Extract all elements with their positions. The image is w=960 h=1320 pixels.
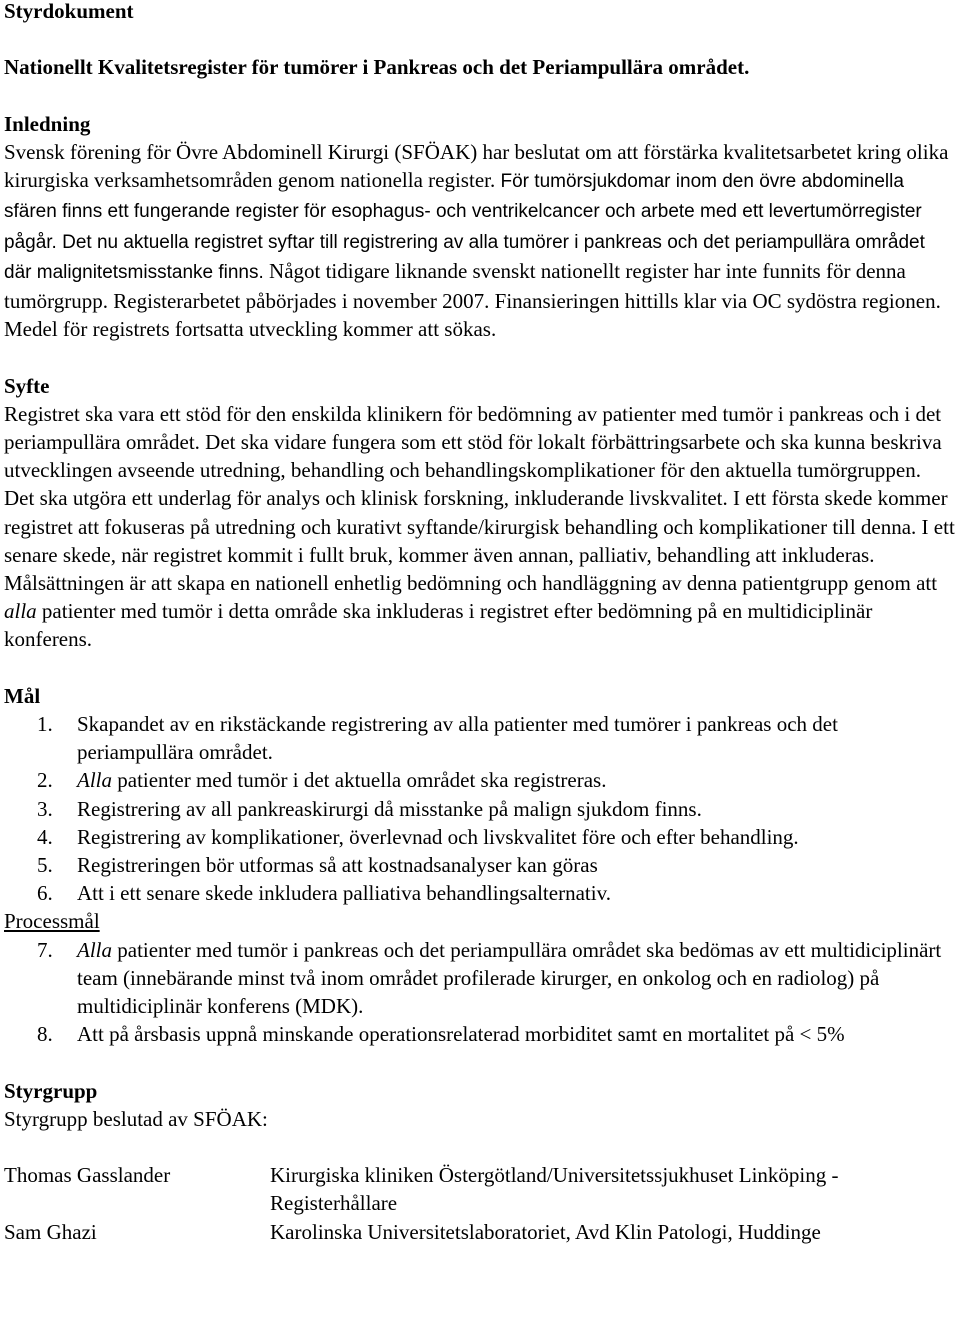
list-item-text: patienter med tumör i pankreas och det periampullära området ska bedömas av ett multidiciplinärt team (innebärande minst två inom området profilerade kirurger, en onkolog och en radiolog) på multidiciplinär konferens (MDK). [77,937,942,1019]
list-item [4,851,956,879]
member-affiliation: Kirurgiska kliniken Östergötland/Universitetssjukhuset Linköping - Registerhållare [270,1163,839,1216]
process-goals-list [4,936,956,1049]
list-item [4,795,956,823]
spacer [4,1133,956,1161]
list-item-number: 7. [37,937,53,962]
syfte-text-part1: Registret ska vara ett stöd för den enskilda klinikern för bedömning av patienter med tumör i pankreas och i det periampullära området. Det ska vidare fungera som ett stöd för lokalt förbättringsarbete och ska kunna beskriva utvecklingen avseende utredning, behandling och behandlingskomplikationer för den aktuella tumörgruppen. Det ska utgöra ett underlag för analys och klinisk forskning, inkluderande livskvalitet. I ett första skede kommer registret att fokuseras på utredning och kurativt syftande/kirurgisk behandling och komplikationer till denna. I ett senare skede, när registret kommit i fullt bruk, kommer även annan, palliativ, behandling att inkluderas. Målsättningen är att skapa en nationell enhetlig bedömning och handläggning av denna patientgrupp genom att [4,401,955,596]
list-item [4,766,956,794]
section-heading-mal: Mål [4,683,41,708]
syfte-emphasis: alla [4,599,37,624]
spacer [4,343,956,371]
section-inledning [4,110,956,344]
inledning-text-serif: Svensk förening för Övre Abdominell Kirurgi (SFÖAK) har beslutat om att förstärka kvalitetsarbetet kring olika kirurgiska verksamhetsområden genom nationella register. [4,139,949,193]
list-item [4,823,956,851]
members-table [4,1161,956,1246]
section-styrgrupp [4,1077,956,1246]
list-item [4,1020,956,1048]
section-heading-styrgrupp: Styrgrupp [4,1078,98,1103]
list-item-emphasis: Alla [77,937,112,962]
spacer [4,1048,956,1076]
member-name: Sam Ghazi [4,1219,97,1244]
spacer [4,654,956,682]
table-row [4,1218,956,1246]
section-heading-inledning: Inledning [4,111,91,136]
list-item-number: 3. [37,796,53,821]
goals-list [4,710,956,907]
list-item-text: Skapandet av en rikstäckande registrering av alla patienter med tumörer i pankreas och det periampullära området. [77,712,838,765]
list-item-number: 8. [37,1022,53,1047]
member-name: Thomas Gasslander [4,1163,171,1188]
document-subtitle: Nationellt Kvalitetsregister för tumörer i Pankreas och det Periampullära området. [4,55,750,80]
section-heading-syfte: Syfte [4,373,50,398]
list-item-emphasis: Alla [77,768,112,793]
table-row [4,1161,956,1217]
inledning-paragraph [4,138,956,343]
list-item-number: 6. [37,881,53,906]
document-page [4,0,956,1246]
syfte-paragraph [4,400,956,654]
styrgrupp-intro: Styrgrupp beslutad av SFÖAK: [4,1106,268,1131]
syfte-text-part2: patienter med tumör i detta område ska inkluderas i registret efter bedömning på en multidiciplinär konferens. [4,599,873,652]
inledning-text-sans: För tumörsjukdomar inom den övre abdominella sfären finns ett fungerande register för esophagus- och ventrikelcancer och arbete med ett levertumörregister pågår. Det nu aktuella registret syftar till registrering av alla tumörer i pankreas och det periampullära området där malignitetsmisstanke finns. [4,171,925,283]
inledning-text-serif-end: Något tidigare liknande svenskt nationellt register har inte funnits för denna tumörgrupp. Registerarbetet påbörjades i november 2007. Finansieringen hittills klar via OC sydöstra regionen. Medel för registrets fortsatta utveckling kommer att sökas. [4,258,941,342]
spacer [4,82,956,110]
document-title: Styrdokument [4,0,134,23]
subsection-heading-processmal: Processmål [4,909,100,934]
list-item-number: 4. [37,824,53,849]
list-item-text: patienter med tumör i det aktuella området ska registreras. [112,768,607,793]
section-mal [4,682,956,1049]
list-item-number: 5. [37,853,53,878]
list-item-text: Registreringen bör utformas så att kostnadsanalyser kan göras [77,853,598,878]
list-item-number: 1. [37,712,53,737]
spacer [4,25,956,53]
list-item-number: 2. [37,768,53,793]
list-item-text: Att på årsbasis uppnå minskande operationsrelaterad morbiditet samt en mortalitet på < 5% [77,1022,845,1047]
list-item-text: Registrering av all pankreaskirurgi då misstanke på malign sjukdom finns. [77,796,702,821]
list-item [4,936,956,1021]
list-item-text: Registrering av komplikationer, överlevnad och livskvalitet före och efter behandling. [77,824,799,849]
list-item [4,710,956,766]
member-affiliation: Karolinska Universitetslaboratoriet, Avd Klin Patologi, Huddinge [270,1219,821,1244]
section-syfte [4,372,956,654]
list-item-text: Att i ett senare skede inkludera palliativa behandlingsalternativ. [77,881,611,906]
list-item [4,879,956,907]
